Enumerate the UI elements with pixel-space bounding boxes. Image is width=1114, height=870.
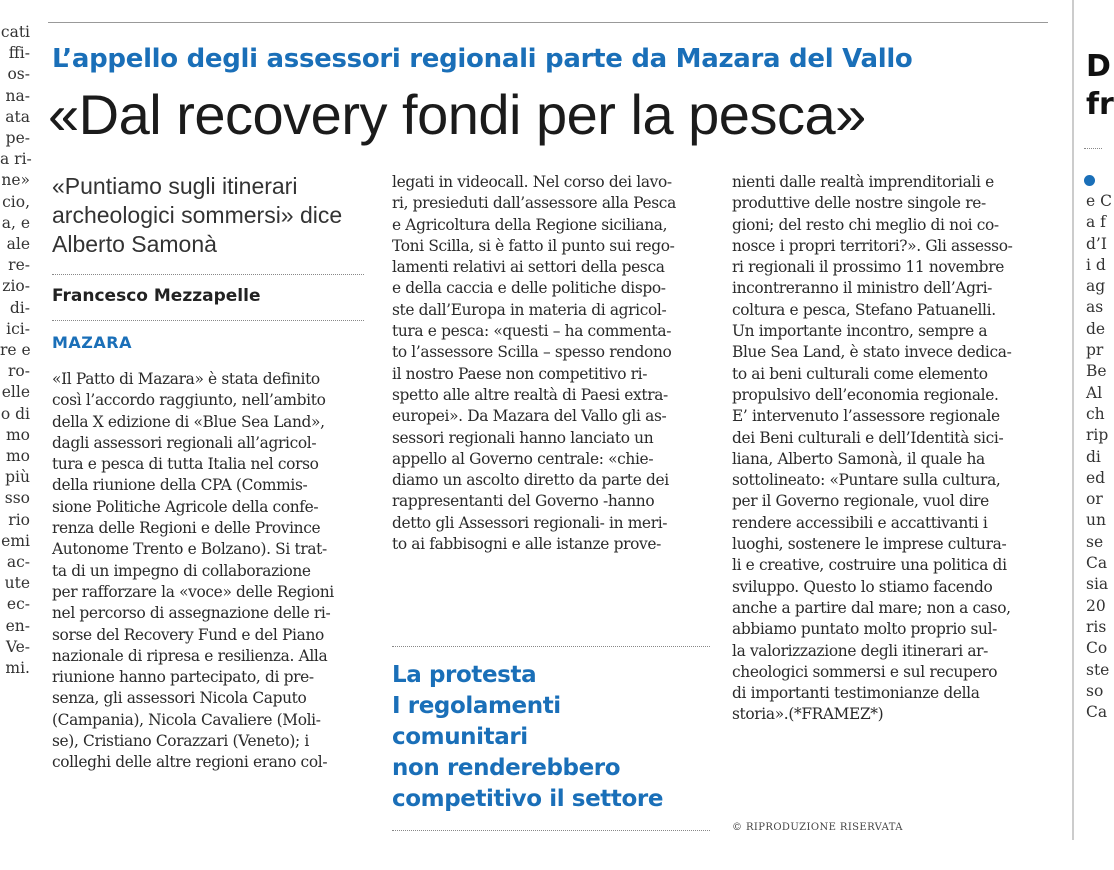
text-line: dagli assessori regionali all’agricol- xyxy=(52,433,317,452)
text-line: sessori regionali hanno lanciato un xyxy=(392,428,654,447)
text-line: e della caccia e delle politiche dispo- xyxy=(392,279,666,298)
text-line: senza, gli assessori Nicola Caputo xyxy=(52,689,307,708)
text-line: sia xyxy=(1086,575,1109,594)
text-line: (Campania), Nicola Cavaliere (Moli- xyxy=(52,710,321,729)
text-line: Autonome Trento e Bolzano). Si trat- xyxy=(52,540,327,559)
text-line: sviluppo. Questo lo stiamo facendo xyxy=(732,577,993,596)
text-line: spetto alle altre realtà di Paesi extra- xyxy=(392,385,668,404)
text-line: gioni; del resto chi meglio di noi co- xyxy=(732,215,999,234)
text-line: de xyxy=(1086,319,1106,338)
text-line: sottolineato: «Puntare sulla cultura, xyxy=(732,471,1001,490)
text-line: Toni Scilla, si è fatto il punto sui rego- xyxy=(392,236,675,255)
body-column-3 xyxy=(732,172,1050,726)
text-line: detto gli Assessori regionali- in meri- xyxy=(392,513,668,532)
text-line: nienti dalle realtà imprenditoriali e xyxy=(732,173,994,191)
text-line: più xyxy=(5,468,30,487)
text-line: D xyxy=(1086,49,1111,84)
right-article-headline-fragment xyxy=(1086,48,1114,124)
text-line: ro- xyxy=(8,362,30,381)
text-line: ste dall’Europa in materia di agricol- xyxy=(392,300,667,319)
text-line: tura e pesca: «questi – ha commenta- xyxy=(392,322,672,341)
text-line: mo xyxy=(5,425,30,444)
text-line: o di xyxy=(0,404,30,423)
text-line: della X edizione di «Blue Sea Land», xyxy=(52,412,325,431)
text-line: renza delle Regioni e delle Province xyxy=(52,519,321,538)
text-line: or xyxy=(1086,490,1103,509)
text-line: Be xyxy=(1086,362,1107,381)
text-line: fr xyxy=(1086,87,1114,122)
text-line: rendere accessibili e accattivanti i xyxy=(732,513,988,532)
text-line: per il Governo regionale, vuol dire xyxy=(732,492,989,511)
text-line: di- xyxy=(9,298,30,317)
divider-dotted xyxy=(392,830,710,831)
text-line: ffi- xyxy=(8,44,30,63)
text-line: as xyxy=(1086,298,1104,317)
text-line: produttive delle nostre singole re- xyxy=(732,194,986,213)
copyright-notice: © RIPRODUZIONE RISERVATA xyxy=(732,822,903,833)
text-line: e Agricoltura della Regione siciliana, xyxy=(392,215,668,234)
text-line: diamo un ascolto diretto da parte dei xyxy=(392,471,669,490)
text-line: os- xyxy=(7,65,30,84)
text-line: ute xyxy=(4,574,30,593)
text-line: a ri- xyxy=(0,150,32,169)
text-line: to ai fabbisogni e alle istanze prove- xyxy=(392,535,661,554)
text-line: cati xyxy=(0,23,30,41)
text-line: ri, presieduti dall’assessore alla Pesca xyxy=(392,194,676,213)
dateline: MAZARA xyxy=(52,333,132,352)
text-line: 20 xyxy=(1086,596,1106,615)
text-line: luoghi, sostenere le imprese cultura- xyxy=(732,535,1007,554)
text-line: lamenti relativi ai settori della pesca xyxy=(392,258,665,277)
text-line: «Il Patto di Mazara» è stata definito xyxy=(52,370,320,388)
text-line: Ca xyxy=(1086,554,1108,573)
divider-dotted xyxy=(1084,148,1102,149)
text-line: colleghi delle altre regioni erano col- xyxy=(52,753,328,772)
text-line: cio, xyxy=(2,192,30,211)
body-column-1 xyxy=(52,369,368,774)
text-line: la valorizzazione degli itinerari ar- xyxy=(732,641,989,660)
text-line: liana, Alberto Samonà, il quale ha xyxy=(732,449,985,468)
text-line: ici- xyxy=(6,319,30,338)
text-line: per rafforzare la «voce» delle Regioni xyxy=(52,582,334,601)
text-line: rip xyxy=(1086,426,1109,445)
subheadline: «Puntiamo sugli itinerari archeologici sommersi» dice Alberto Samonà xyxy=(52,173,343,257)
text-line: se), Cristiano Corazzari (Veneto); i xyxy=(52,732,309,751)
text-line: ec- xyxy=(6,595,30,614)
text-line: Blue Sea Land, è stato invece dedica- xyxy=(732,343,1012,362)
byline-author: Francesco Mezzapelle xyxy=(52,286,261,306)
text-line: re e xyxy=(0,341,31,360)
text-line: cheologici sommersi e sul recupero xyxy=(732,662,998,681)
text-line: ri regionali il prossimo 11 novembre xyxy=(732,258,1004,277)
headline: «Dal recovery fondi per la pesca» xyxy=(48,83,866,146)
pull-quote xyxy=(392,660,712,815)
text-line: to l’assessore Scilla – spesso rendono xyxy=(392,343,672,362)
divider-dotted xyxy=(52,320,364,321)
pull-quote-line: I regolamenti xyxy=(392,693,561,719)
text-line: europei». Da Mazara del Vallo gli as- xyxy=(392,407,667,426)
text-line: Ca xyxy=(1086,703,1108,722)
divider-dotted xyxy=(52,274,364,275)
text-line: Al xyxy=(1086,383,1103,402)
text-line: E’ intervenuto l’assessore regionale xyxy=(732,407,1000,426)
text-line: ag xyxy=(1086,277,1106,296)
text-line: ch xyxy=(1086,404,1105,423)
left-column-fragment xyxy=(0,22,30,679)
text-line: nazionale di ripresa e resilienza. Alla xyxy=(52,646,328,665)
text-line: emi xyxy=(1,531,30,550)
column-separator xyxy=(1072,0,1074,840)
text-line: pr xyxy=(1086,341,1104,360)
top-rule xyxy=(48,22,1048,23)
pull-quote-line: La protesta xyxy=(392,662,537,688)
text-line: ris xyxy=(1086,617,1107,636)
text-line: rappresentanti del Governo -hanno xyxy=(392,492,655,511)
text-line: Un importante incontro, sempre a xyxy=(732,322,988,341)
text-line: sione Politiche Agricole della confe- xyxy=(52,497,319,516)
pull-quote-line: competitivo il settore xyxy=(392,786,664,812)
text-line: re- xyxy=(8,256,30,275)
text-line: dei Beni culturali e dell’Identità sici- xyxy=(732,428,1004,447)
text-line: mi. xyxy=(5,659,30,678)
text-line: i d xyxy=(1086,255,1106,274)
text-line: sso xyxy=(4,489,30,508)
text-line: ed xyxy=(1086,468,1106,487)
text-line: appello al Governo centrale: «chie- xyxy=(392,449,654,468)
text-line: so xyxy=(1086,681,1104,700)
text-line: incontreranno il ministro dell’Agri- xyxy=(732,279,993,298)
text-line: sorse del Recovery Fund e del Piano xyxy=(52,625,324,644)
text-line: ale xyxy=(6,235,30,254)
text-line: Co xyxy=(1086,639,1108,658)
text-line: il nostro Paese non competitivo ri- xyxy=(392,364,648,383)
text-line: nel percorso di assegnazione delle ri- xyxy=(52,604,331,623)
text-line: tura e pesca di tutta Italia nel corso xyxy=(52,455,319,474)
text-line: to ai beni culturali come elemento xyxy=(732,364,988,383)
text-line: così l’accordo raggiunto, nell’ambito xyxy=(52,391,326,410)
text-line: elle xyxy=(1,383,30,402)
text-line: legati in videocall. Nel corso dei lavo- xyxy=(392,173,672,191)
text-line: a f xyxy=(1086,213,1106,232)
text-line: di importanti testimonianze della xyxy=(732,684,980,703)
kicker: L’appello degli assessori regionali parte da Mazara del Vallo xyxy=(52,44,913,74)
right-column-fragment xyxy=(1086,170,1112,723)
text-line: li e creative, costruire una politica di xyxy=(732,556,1007,575)
text-line: della riunione della CPA (Commis- xyxy=(52,476,308,495)
text-line: abbiamo puntato molto proprio sul- xyxy=(732,620,998,639)
text-line: e C xyxy=(1086,192,1112,210)
text-line: d’I xyxy=(1086,234,1107,253)
text-line: mo xyxy=(5,447,30,466)
text-line: ta di un impegno di collaborazione xyxy=(52,561,311,580)
text-line: ac- xyxy=(6,553,30,572)
text-line: na- xyxy=(5,86,30,105)
text-line: Ve- xyxy=(5,637,30,656)
text-line: pe- xyxy=(5,129,30,148)
text-line: riunione hanno partecipato, di pre- xyxy=(52,668,314,687)
text-line: zio- xyxy=(2,277,30,296)
text-line: se xyxy=(1086,532,1104,551)
text-line: ata xyxy=(5,107,30,126)
text-line: storia».(*FRAMEZ*) xyxy=(732,705,884,724)
pull-quote-line: non renderebbero xyxy=(392,755,621,781)
text-line: ne» xyxy=(1,171,30,190)
text-line: nosce i propri territori?». Gli assesso- xyxy=(732,236,1013,255)
pull-quote-line: comunitari xyxy=(392,724,528,750)
text-line: un xyxy=(1086,511,1106,530)
text-line: anche a partire dal mare; non a caso, xyxy=(732,598,1011,617)
text-line: en- xyxy=(5,616,30,635)
text-line: rio xyxy=(8,510,30,529)
text-line: coltura e pesca, Stefano Patuanelli. xyxy=(732,300,996,319)
body-column-2 xyxy=(392,172,710,555)
text-line: di xyxy=(1086,447,1101,466)
text-line: ste xyxy=(1086,660,1110,679)
text-line: a, e xyxy=(1,213,30,232)
divider-dotted xyxy=(392,646,710,647)
text-line: propulsivo dell’economia regionale. xyxy=(732,385,999,404)
